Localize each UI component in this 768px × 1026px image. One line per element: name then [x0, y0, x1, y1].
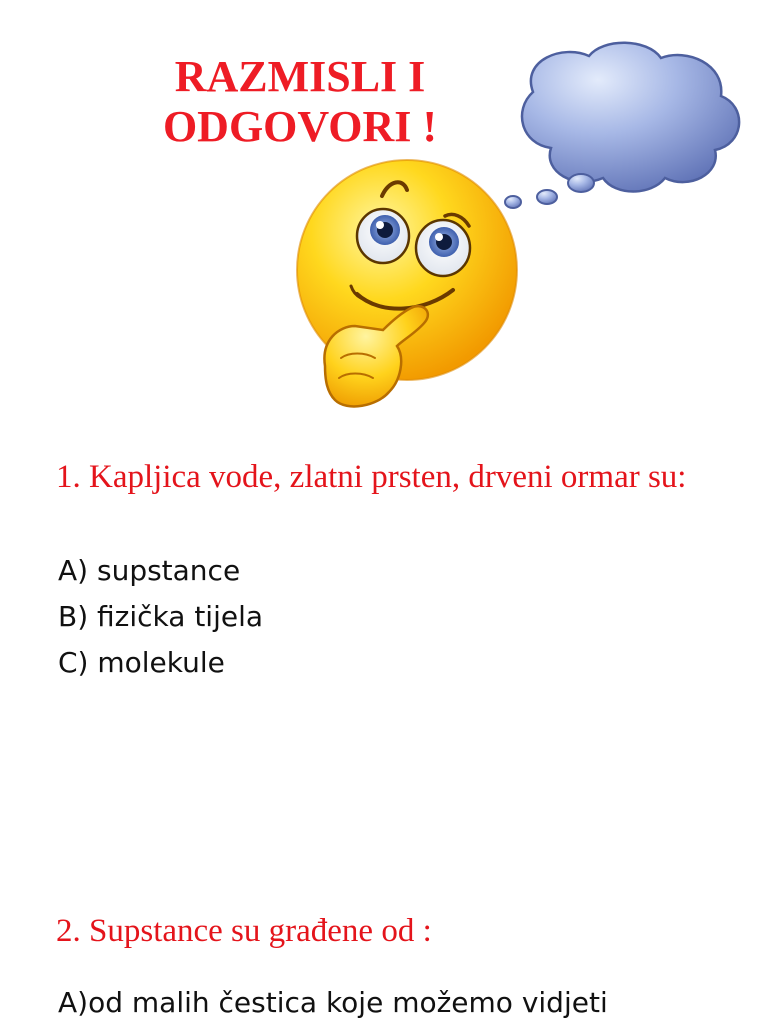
thinking-smiley-illustration — [285, 40, 755, 430]
question-2 — [56, 912, 716, 950]
title-line-2: ODGOVORI ! — [162, 102, 438, 151]
answer-1b: B) fizička tijela — [58, 600, 264, 633]
question-1-text: Kapljica vode, zlatni prsten, drveni ormar su: — [89, 459, 687, 495]
answer-1c: C) molekule — [58, 646, 225, 679]
question-2-text: Supstance su građene od : — [89, 913, 432, 949]
thought-cloud-icon — [505, 43, 739, 208]
question-2-answers — [58, 980, 608, 1026]
question-2-number: 2. — [56, 913, 81, 949]
title-line-1: RAZMISLI I — [174, 52, 426, 101]
question-1-number: 1. — [56, 459, 81, 495]
answer-1a: A) supstance — [58, 554, 241, 587]
answer-2a: A)od malih čestica koje možemo vidjeti — [58, 986, 608, 1019]
question-1-answers — [58, 548, 263, 686]
question-1 — [56, 458, 716, 496]
